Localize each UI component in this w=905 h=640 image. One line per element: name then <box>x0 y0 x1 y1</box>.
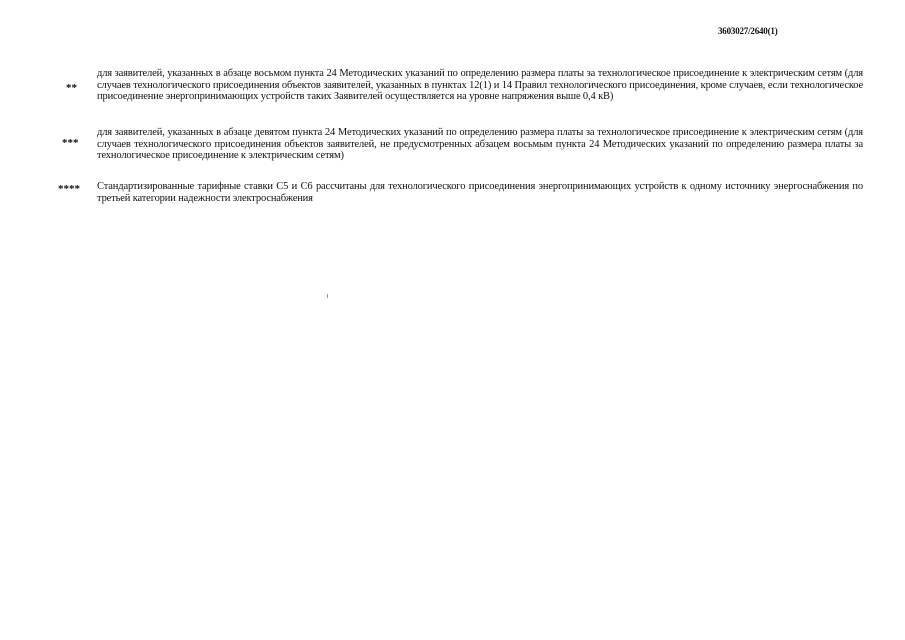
footnote-text: Стандартизированные тарифные ставки С5 и С6 рассчитаны для технологического присоединения энергопринимающих устройств к одному источнику энергоснабжения по третьей категории надежности электроснабжения <box>97 181 863 204</box>
scan-speck <box>327 294 328 298</box>
footnote-marker: ** <box>66 82 77 94</box>
footnote-text: для заявителей, указанных в абзаце восьмом пункта 24 Методических указаний по определению размера платы за технологическое присоединение к электрическим сетям (для случаев технологического присоединения объектов заявителей, указанных в пунктах 12(1) и 14 Правил технологического присоединения, кроме случаев, если технологическое присоединение энергопринимающих устройств таких Заявителей осуществляется на уровне напряжения выше 0,4 кВ) <box>97 68 863 103</box>
footnote-text: для заявителей, указанных в абзаце девятом пункта 24 Методических указаний по определению размера платы за технологическое присоединение к электрическим сетям (для случаев технологического присоединения объектов заявителей, не предусмотренных абзацем восьмым пункта 24 Методических указаний по определению размера платы за технологическое присоединение к электрическим сетям) <box>97 127 863 162</box>
footnote-marker: **** <box>58 183 80 195</box>
footnote-marker: *** <box>62 137 79 149</box>
document-code: 3603027/2640(1) <box>718 26 778 36</box>
